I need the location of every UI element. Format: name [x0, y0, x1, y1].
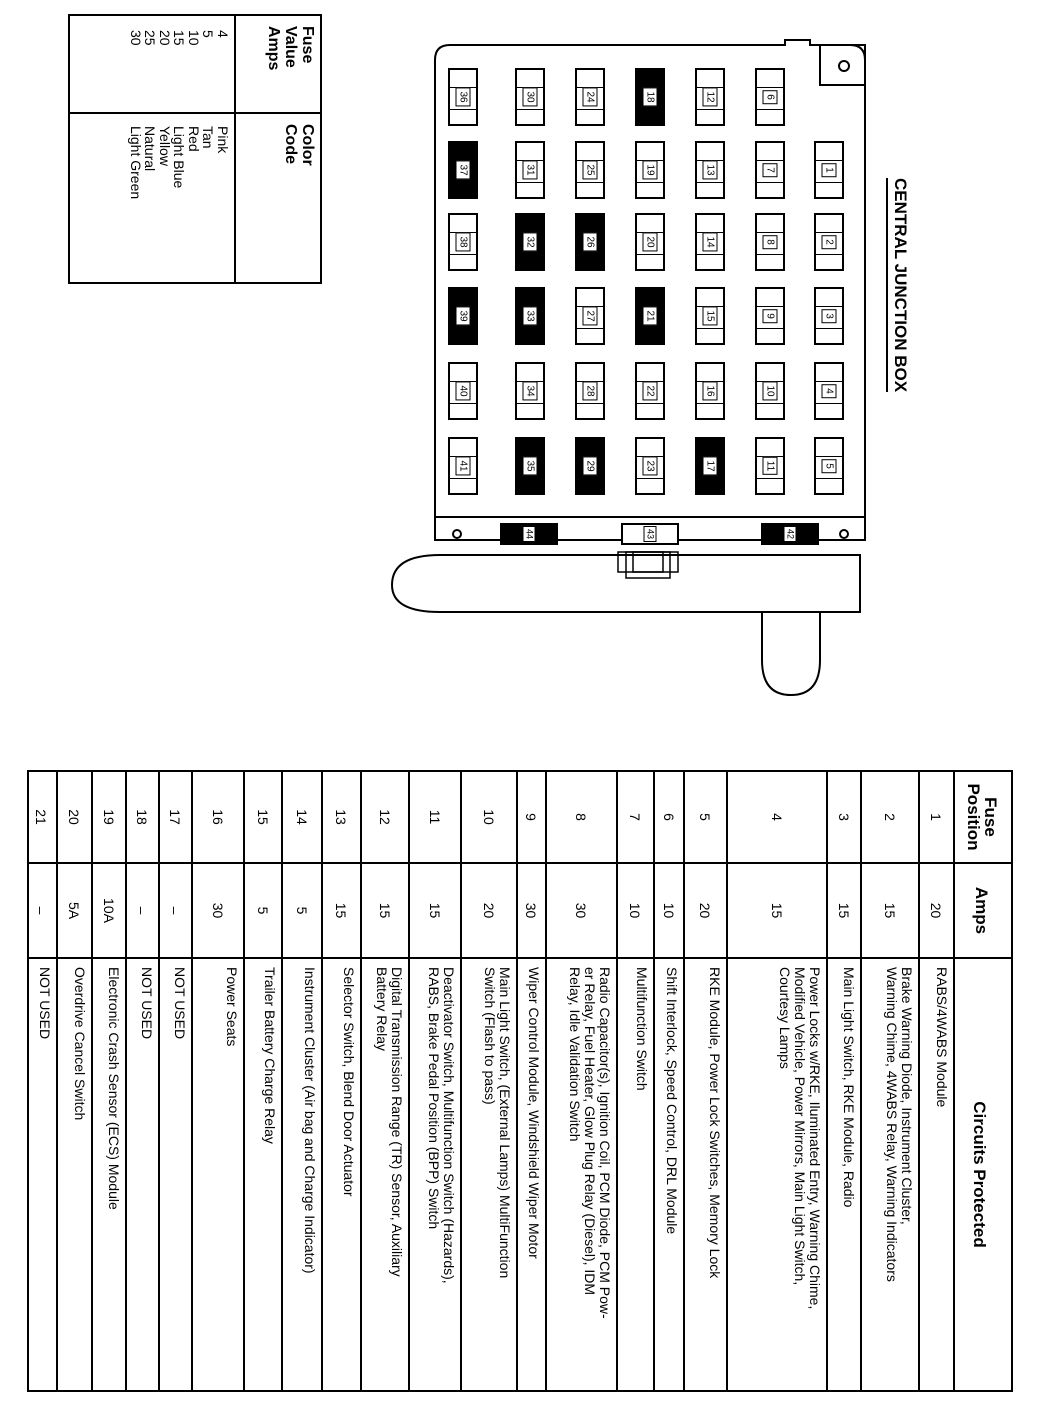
table-header-row — [953, 772, 1011, 1390]
fuse-20 — [635, 213, 665, 271]
table-row — [323, 772, 362, 1390]
table-row — [920, 772, 955, 1390]
circuits-protected-cell: RKE Module, Power Lock Switches, Memory Lock — [707, 967, 723, 1279]
fuse-position-cell: 14 — [283, 772, 321, 864]
fuse-6 — [755, 68, 785, 126]
circuits-protected-cell: Digital Transmission Range (TR) Sensor, Auxiliary Battery Relay — [374, 967, 405, 1277]
fuse-13 — [695, 141, 725, 199]
table-row — [93, 772, 127, 1390]
table-row — [283, 772, 323, 1390]
fuse-number: 25 — [583, 160, 598, 179]
fuse-number: 39 — [456, 306, 471, 325]
fuse-23 — [635, 437, 665, 495]
central-junction-box-title: CENTRAL JUNCTION BOX — [886, 178, 910, 392]
circuits-protected-cell: Power Locks w/RKE, Iluminated Entry, Warning Chime, Modified Vehicle, Power Mirrors, Main Light Switch, Courtesy Lamps — [777, 967, 823, 1310]
mount-hole-icon — [840, 530, 848, 538]
fuse-24 — [575, 68, 605, 126]
fuse-15 — [695, 287, 725, 345]
color-code-item: Tan — [200, 126, 217, 149]
fuse-position-cell: 1 — [920, 772, 953, 864]
fuse-position-cell: 7 — [618, 772, 653, 864]
amps-cell: 5 — [283, 864, 321, 959]
fuse-number: 11 — [763, 457, 778, 475]
circuits-protected-cell: Overdrive Cancel Switch — [72, 967, 88, 1121]
fuse-number: 12 — [703, 87, 718, 106]
color-code-item: Natural — [142, 126, 159, 172]
fuse-35 — [515, 437, 545, 495]
fuse-30 — [515, 68, 545, 126]
fuse-29 — [575, 437, 605, 495]
fuse-value-header: Fuse Value Amps — [265, 26, 316, 71]
amps-cell: 20 — [462, 864, 516, 959]
table-row — [618, 772, 655, 1390]
amps-cell: – — [127, 864, 158, 959]
amps-cell: 15 — [323, 864, 360, 959]
table-row — [127, 772, 160, 1390]
color-code-item: Yellow — [157, 126, 173, 166]
fuse-27 — [575, 287, 605, 345]
amps-cell: 30 — [518, 864, 545, 959]
fuse-number: 35 — [523, 456, 538, 475]
fuse-number: 16 — [703, 381, 718, 400]
fuse-number: 31 — [523, 160, 538, 179]
fuse-number: 23 — [643, 456, 658, 475]
fuse-number: 32 — [523, 232, 538, 251]
fuse-4 — [814, 362, 844, 420]
table-row — [547, 772, 618, 1390]
fuse-number: 41 — [456, 456, 471, 475]
fuse-number: 5 — [822, 459, 837, 473]
fuse-38 — [448, 213, 478, 271]
fuse-number: 17 — [703, 456, 718, 475]
circuits-protected-cell: Electronic Crash Sensor (ECS) Module — [106, 967, 122, 1210]
circuits-protected-cell: RABS/4WABS Module — [934, 967, 950, 1108]
circuits-protected-cell: Wiper Control Module, Windshield Wiper Motor — [526, 967, 542, 1259]
fuse-31 — [515, 141, 545, 199]
fuse-number: 43 — [644, 526, 657, 542]
fuse-36 — [448, 68, 478, 126]
fuse-16 — [695, 362, 725, 420]
fuse-position-cell: 18 — [127, 772, 158, 864]
circuits-protected-cell: Multifunction Switch — [634, 967, 650, 1091]
fuse-41 — [448, 437, 478, 495]
amps-cell: 10A — [93, 864, 125, 959]
amps-cell: 15 — [410, 864, 460, 959]
table-row — [58, 772, 93, 1390]
fuse-number: 30 — [523, 87, 538, 106]
amps-cell: 20 — [920, 864, 953, 959]
circuits-protected-cell: Deactivator Switch, Multifunction Switch (Hazards), RABS, Brake Pedal Position (BPP) Switch — [426, 967, 457, 1284]
fuse-number: 26 — [583, 232, 598, 251]
amps-cell: 10 — [655, 864, 683, 959]
fuse-position-cell: 3 — [828, 772, 860, 864]
circuits-protected-cell: Trailer Battery Charge Relay — [262, 967, 278, 1144]
circuits-protected-cell: NOT USED — [172, 967, 188, 1040]
circuits-protected-cell: Instrument Cluster (Air bag and Charge Indicator) — [302, 967, 318, 1274]
circuits-protected-cell: Main Light Switch, RKE Module, Radio — [841, 967, 857, 1208]
circuits-protected-cell: NOT USED — [37, 967, 53, 1040]
table-row — [193, 772, 245, 1390]
fuse-number: 28 — [583, 381, 598, 400]
table-row — [462, 772, 518, 1390]
fuse-3 — [814, 287, 844, 345]
fuse-position-cell: 12 — [362, 772, 408, 864]
fuse-1 — [814, 141, 844, 199]
fuse-8 — [755, 213, 785, 271]
fuse-position-cell: 8 — [547, 772, 616, 864]
fuse-number: 36 — [456, 87, 471, 106]
fuse-value-item: 4 — [215, 30, 231, 38]
amps-cell: 30 — [547, 864, 616, 959]
fuse-37 — [448, 141, 478, 199]
fuse-33 — [515, 287, 545, 345]
fuse-position-cell: 5 — [685, 772, 726, 864]
fuse-number: 15 — [703, 306, 718, 325]
fuse-26 — [575, 213, 605, 271]
fuse-2 — [814, 213, 844, 271]
fuse-number: 1 — [822, 163, 837, 177]
fuse-number: 40 — [456, 381, 471, 400]
table-row — [245, 772, 283, 1390]
fuse-position-cell: 17 — [160, 772, 191, 864]
fuse-39 — [448, 287, 478, 345]
fuse-9 — [755, 287, 785, 345]
table-row — [655, 772, 685, 1390]
table-row — [685, 772, 728, 1390]
fuse-number: 24 — [583, 87, 598, 106]
fuse-44 — [500, 523, 558, 545]
fuse-value-item: 5 — [200, 30, 217, 38]
fuse-14 — [695, 213, 725, 271]
fuse-21 — [635, 287, 665, 345]
fuse-number: 34 — [523, 381, 538, 400]
fuse-number: 14 — [703, 232, 718, 251]
amps-cell: 15 — [728, 864, 826, 959]
fuse-number: 6 — [763, 90, 778, 104]
header-amps: Amps — [953, 864, 1011, 959]
circuits-protected-cell: Shift Interlock, Speed Control, DRL Module — [664, 967, 680, 1235]
circuits-protected-cell: Radio Capacitor(s), Ignition Coil, PCM Diode, PCM Pow- er Relay, Fuel Heater, Glow Plug Relay (Diesel), IDM Relay, Idle Validation Switch — [567, 967, 613, 1319]
fuse-number: 33 — [523, 306, 538, 325]
fuse-17 — [695, 437, 725, 495]
amps-cell: 15 — [862, 864, 918, 959]
fuse-22 — [635, 362, 665, 420]
fuse-number: 3 — [822, 309, 837, 323]
fuse-number: 10 — [763, 381, 778, 400]
fuse-position-cell: 9 — [518, 772, 545, 864]
fuse-19 — [635, 141, 665, 199]
fuse-number: 42 — [784, 526, 797, 542]
amps-cell: – — [160, 864, 191, 959]
fuse-position-cell: 11 — [410, 772, 460, 864]
fuse-42 — [761, 523, 819, 545]
header-fuse-position: Fuse Position — [953, 772, 1011, 864]
fuse-28 — [575, 362, 605, 420]
fuse-7 — [755, 141, 785, 199]
fuse-5 — [814, 437, 844, 495]
table-row — [410, 772, 462, 1390]
fuse-value-item: 10 — [186, 30, 202, 46]
circuits-protected-cell: Main Light Switch, (External Lamps) MultiFunction Switch (Flash to pass) — [482, 967, 513, 1279]
fuse-10 — [755, 362, 785, 420]
fuse-number: 29 — [583, 456, 598, 475]
fuse-position-cell: 10 — [462, 772, 516, 864]
color-code-item: Pink — [215, 126, 231, 154]
fuse-number: 9 — [763, 309, 778, 323]
color-code-header: Color Code — [282, 124, 316, 166]
table-row — [518, 772, 547, 1390]
circuits-protected-cell: NOT USED — [139, 967, 155, 1040]
fuse-11 — [755, 437, 785, 495]
fuse-34 — [515, 362, 545, 420]
fuse-number: 21 — [643, 306, 658, 325]
table-row — [27, 772, 58, 1390]
fuse-number: 22 — [643, 381, 658, 400]
amps-cell: 30 — [193, 864, 243, 959]
table-row — [728, 772, 828, 1390]
fuse-40 — [448, 362, 478, 420]
fuse-12 — [695, 68, 725, 126]
circuits-protected-cell: Selector Switch, Blend Door Actuator — [341, 967, 357, 1197]
color-code-item: Red — [186, 126, 202, 152]
fuse-number: 4 — [822, 384, 837, 398]
fuse-position-cell: 19 — [93, 772, 125, 864]
fuse-number: 27 — [583, 306, 598, 325]
fuse-position-cell: 20 — [58, 772, 91, 864]
header-circuits-protected: Circuits Protected — [970, 1101, 990, 1248]
amps-cell: 15 — [828, 864, 860, 959]
fuse-number: 44 — [523, 526, 536, 542]
fuse-25 — [575, 141, 605, 199]
fuse-position-cell: 2 — [862, 772, 918, 864]
mount-hole-icon — [839, 61, 849, 71]
fuse-number: 38 — [456, 232, 471, 251]
fuse-position-cell: 15 — [245, 772, 281, 864]
fuse-number: 2 — [822, 235, 837, 249]
fuse-number: 18 — [643, 87, 658, 106]
fuse-position-cell: 6 — [655, 772, 683, 864]
mount-hole-icon — [453, 530, 461, 538]
fuse-position-cell: 16 — [193, 772, 243, 864]
corner-bracket — [820, 45, 865, 85]
circuits-protected-cell: Brake Warning Diode, Instrument Cluster, Warning Chime, 4WABS Relay, Warning Indicators — [884, 967, 915, 1282]
table-row — [160, 772, 193, 1390]
table-row — [362, 772, 410, 1390]
fuse-position-cell: 4 — [728, 772, 826, 864]
table-row — [862, 772, 920, 1390]
fuse-18 — [635, 68, 665, 126]
fuse-43 — [621, 523, 679, 545]
amps-cell: 5A — [58, 864, 91, 959]
fuse-32 — [515, 213, 545, 271]
mounting-tab — [762, 612, 820, 695]
fuse-position-cell: 13 — [323, 772, 360, 864]
fuse-number: 13 — [703, 160, 718, 179]
fuse-number: 8 — [763, 235, 778, 249]
circuits-table — [27, 770, 1013, 1392]
amps-cell: 10 — [618, 864, 653, 959]
fuse-number: 20 — [643, 232, 658, 251]
fuse-value-item: 30 — [128, 30, 144, 46]
circuits-protected-cell: Power Seats — [224, 967, 240, 1047]
fuse-position-cell: 21 — [27, 772, 56, 864]
fuse-value-item: 25 — [142, 30, 159, 46]
amps-cell: 5 — [245, 864, 281, 959]
color-code-item: Light Blue — [171, 126, 188, 189]
amps-cell: 15 — [362, 864, 408, 959]
fuse-number: 37 — [456, 160, 471, 179]
amps-cell: 20 — [685, 864, 726, 959]
fuse-number: 19 — [643, 160, 658, 179]
table-row — [828, 772, 862, 1390]
amps-cell: – — [27, 864, 56, 959]
color-code-item: Light Green — [128, 126, 144, 200]
fuse-number: 7 — [763, 163, 778, 177]
fuse-value-item: 15 — [171, 30, 188, 46]
fuse-value-item: 20 — [157, 30, 173, 46]
